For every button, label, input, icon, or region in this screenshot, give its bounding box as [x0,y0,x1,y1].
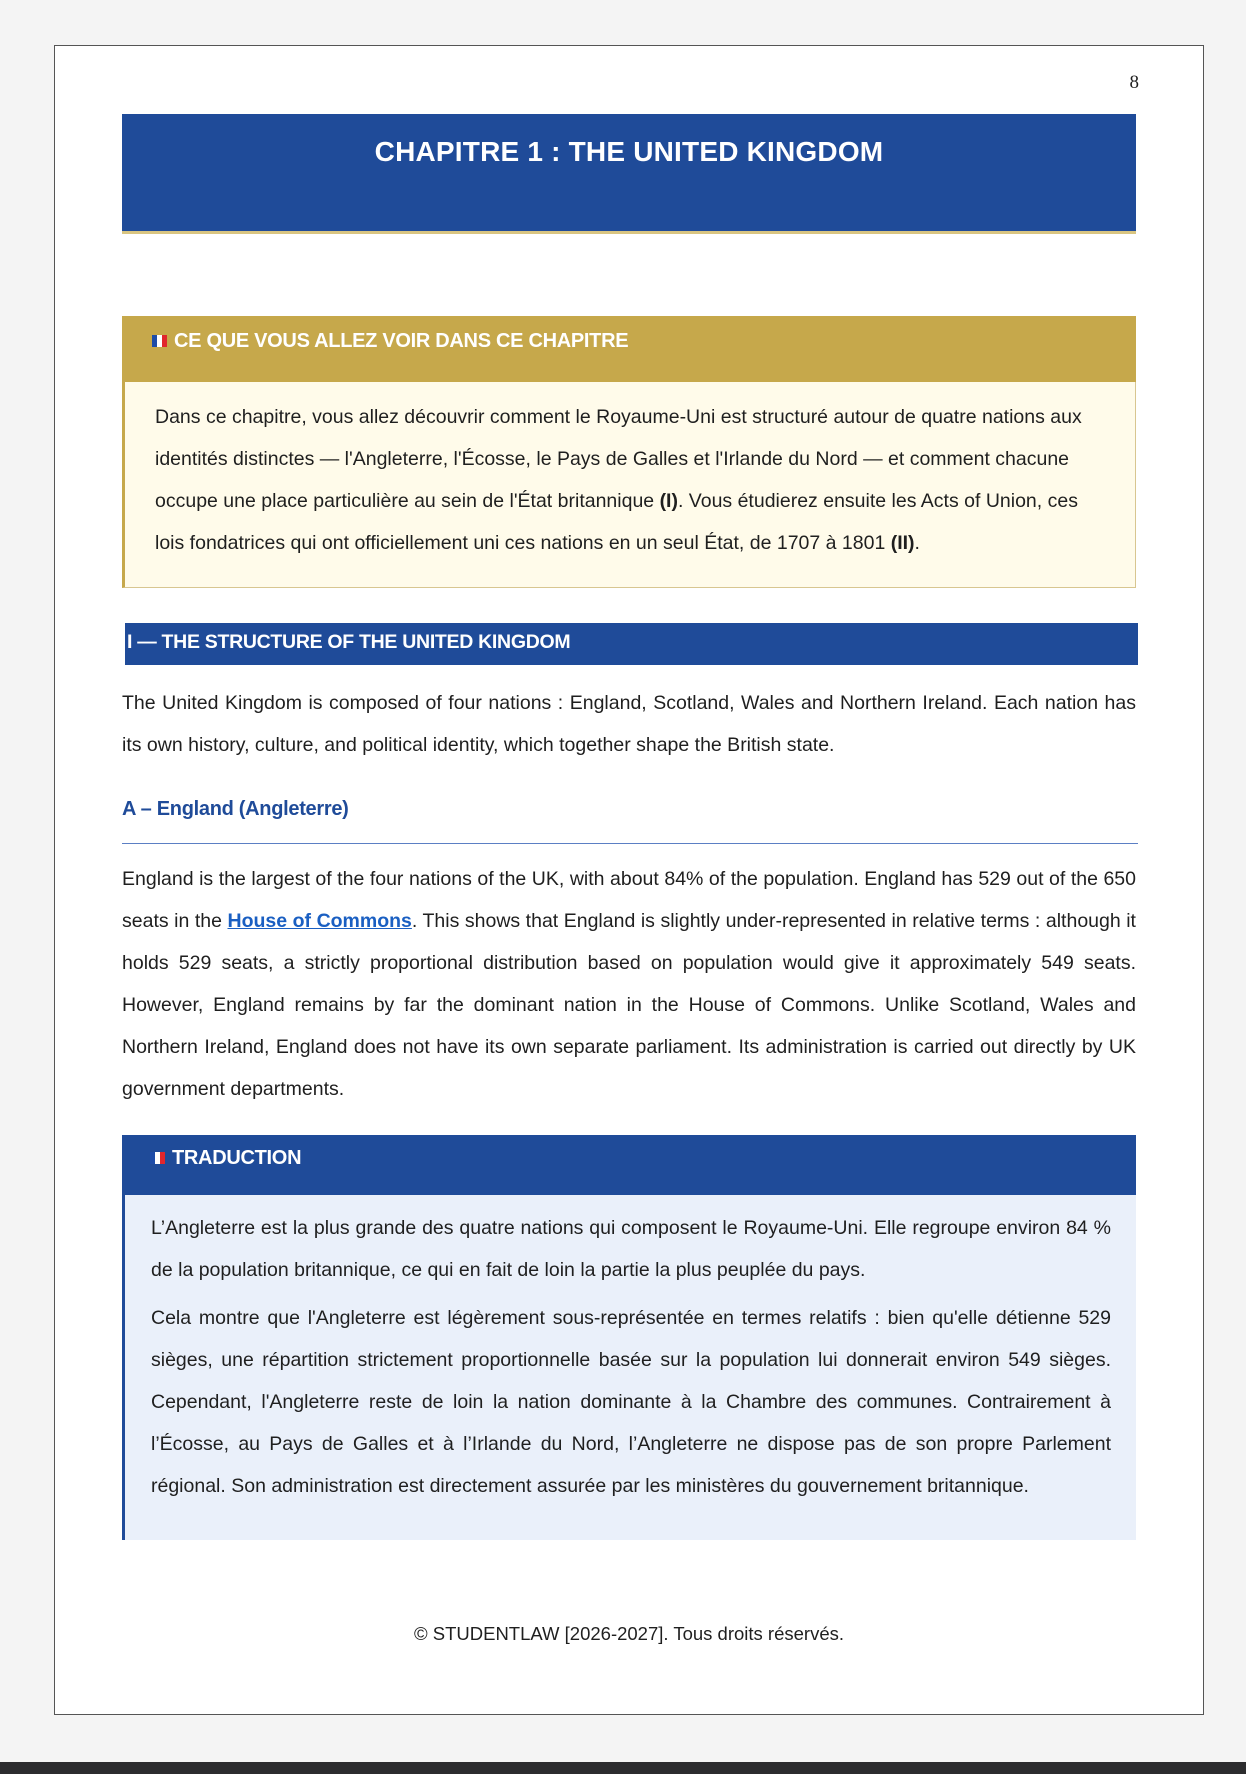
house-of-commons-link[interactable]: House of Commons [227,910,412,932]
overview-title: CE QUE VOUS ALLEZ VOIR DANS CE CHAPITRE [174,330,629,352]
french-flag-icon [150,1152,165,1164]
england-text-before-link: England is the largest of the four nations of the UK, with about 84% of the population. England has 529 out of the 650 seats in the [122,868,1136,932]
chapter-banner [122,114,1136,234]
overview-mark-1: (I) [659,490,678,512]
translation-title: TRADUCTION [172,1147,302,1169]
subsection-divider [122,843,1138,844]
section-intro-paragraph: The United Kingdom is composed of four nations : England, Scotland, Wales and Northern Ireland. Each nation has its own history, culture, and political identity, which together shape the British state. [122,692,1136,756]
overview-text-3: . [914,532,920,554]
section-title: I — THE STRUCTURE OF THE UNITED KINGDOM [127,631,571,653]
window-bottom-bar [0,1762,1246,1774]
subsection-heading: A – England (Angleterre) [122,798,349,820]
overview-box-header [122,316,1136,382]
chapter-title: CHAPITRE 1 : THE UNITED KINGDOM [374,136,884,167]
translation-box-body [122,1195,1136,1540]
england-paragraph [122,858,1136,1110]
england-text-after-link: . This shows that England is slightly under-represented in relative terms : although it holds 529 seats, a strictly proportional distribution based on population would give it approximately 549 seats. However, England remains by far the dominant nation in the House of Commons. Unlike Scotland, Wales and Northern Ireland, England does not have its own separate parliament. Its administration is carried out directly by UK government departments. [122,910,1136,1100]
overview-mark-2: (II) [890,532,915,554]
french-flag-icon [152,335,167,347]
section-heading-bar [122,623,1138,665]
overview-box-body [122,382,1136,588]
translation-paragraph-2: Cela montre que l'Angleterre est légèrement sous-représentée en termes relatifs : bien qu'elle détienne 529 sièges, une répartition strictement proportionnelle basée sur la population lui donnerait environ 549 sièges. Cependant, l'Angleterre reste de loin la nation dominante à la Chambre des communes. Contrairement à l’Écosse, au Pays de Galles et à l’Irlande du Nord, l’Angleterre ne dispose pas de son propre Parlement régional. Son administration est directement assurée par les ministères du gouvernement britannique. [151,1307,1111,1497]
page-number: 8 [1129,72,1139,93]
translation-paragraph-1: L’Angleterre est la plus grande des quatre nations qui composent le Royaume-Uni. Elle regroupe environ 84 % de la population britannique, ce qui en fait de loin la partie la plus peuplée du pays. [151,1217,1111,1281]
overview-text-2: . Vous étudierez ensuite les Acts of Union, ces lois fondatrices qui ont officiellement uni ces nations en un seul État, de 1707 à 1801 [155,490,1078,554]
overview-text-1: Dans ce chapitre, vous allez découvrir comment le Royaume-Uni est structuré autour de quatre nations aux identités distinctes — l'Angleterre, l'Écosse, le Pays de Galles et l'Irlande du Nord — et comment chacune occupe une place particulière au sein de l'État britannique [155,406,1082,512]
page-footer: © STUDENTLAW [2026-2027]. Tous droits réservés. [413,1623,845,1644]
document-page [54,45,1204,1715]
translation-box-header [122,1135,1136,1195]
